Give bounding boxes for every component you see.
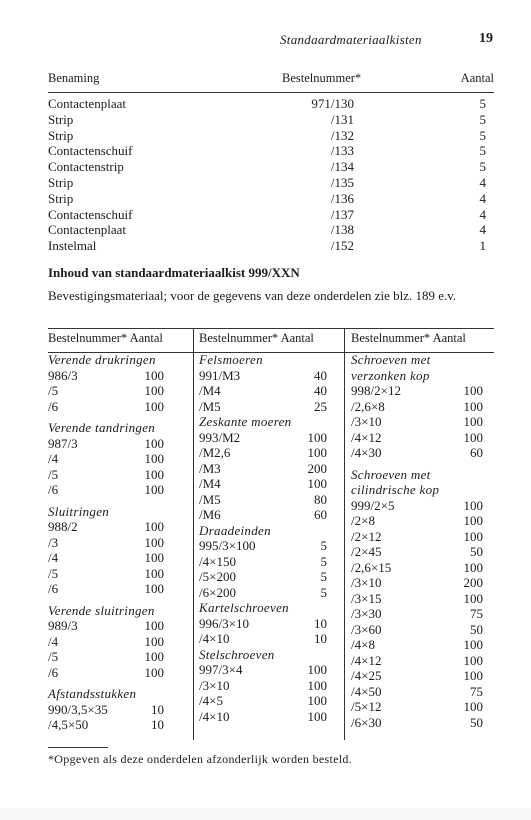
quantity: 100 [463, 652, 483, 668]
quantity: 100 [463, 590, 483, 606]
order-number: /4,5×50 [48, 717, 89, 732]
quantity: 50 [470, 714, 483, 730]
item-row [199, 492, 337, 508]
footnote-rule [48, 747, 108, 748]
item-row [48, 618, 188, 634]
item-row [199, 585, 337, 601]
order-number: /M3 [199, 460, 221, 476]
order-number: /4 [48, 550, 59, 565]
table1-row [48, 143, 494, 159]
quantity: 5 [320, 538, 327, 553]
quantity: 100 [144, 435, 164, 451]
table1-row [48, 191, 494, 207]
item-row [351, 445, 491, 461]
table1-row [48, 96, 494, 112]
order-number: /2×12 [351, 528, 382, 544]
part-name: Strip [48, 111, 74, 127]
quantity: 100 [307, 445, 327, 460]
quantity: 200 [307, 460, 327, 476]
item-row [48, 566, 188, 582]
order-number: /M6 [199, 507, 221, 522]
order-number: /5 [48, 565, 59, 581]
item-row [48, 436, 188, 452]
item-row [199, 554, 337, 570]
quantity: 100 [463, 668, 483, 683]
quantity: 1 [479, 238, 486, 254]
order-number: /5 [48, 466, 59, 482]
order-number: /4×10 [199, 708, 230, 724]
item-row [351, 430, 491, 446]
item-row [351, 699, 491, 715]
quantity: 100 [463, 497, 483, 513]
item-row [351, 715, 491, 731]
quantity: 4 [479, 190, 486, 206]
part-name: Contactenplaat [48, 96, 126, 111]
order-number: /6 [48, 398, 59, 414]
part-name: Contactenplaat [48, 222, 126, 238]
item-row [48, 649, 188, 665]
order-number: /3×10 [351, 414, 382, 429]
item-row [199, 445, 337, 461]
item-row [199, 616, 337, 632]
order-number: /4 [48, 633, 59, 649]
part-name: Contactenschuif [48, 143, 133, 159]
order-number: /5 [48, 383, 59, 398]
order-number: /132 [330, 127, 354, 143]
order-number: 999/2×5 [351, 497, 395, 513]
order-number: /4 [48, 451, 59, 466]
part-name: Strip [48, 174, 74, 190]
group-title: Kartelschroeven [199, 600, 289, 615]
column-divider [344, 329, 345, 740]
quantity: 100 [144, 383, 164, 398]
item-row [351, 653, 491, 669]
item-row [199, 631, 337, 647]
table1-row [48, 112, 494, 128]
item-row [48, 451, 188, 467]
order-number: /6 [48, 482, 59, 497]
quantity: 75 [470, 683, 483, 699]
quantity: 100 [307, 693, 327, 708]
order-number: /135 [330, 174, 354, 190]
quantity: 10 [314, 615, 327, 631]
order-number: /M4 [199, 383, 221, 398]
item-row [351, 606, 491, 622]
quantity: 100 [307, 429, 327, 445]
group-title: Verende tandringen [48, 420, 156, 435]
table2-rule-top [48, 328, 494, 329]
item-row [351, 560, 491, 576]
order-number: 990/3,5×35 [48, 701, 108, 717]
group-title: cilindrische kop [351, 482, 440, 497]
order-number: /4×150 [199, 553, 236, 569]
order-number: /4×10 [199, 631, 230, 646]
quantity: 200 [463, 575, 483, 590]
item-row [351, 668, 491, 684]
quantity: 5 [479, 143, 486, 159]
order-number: 986/3 [48, 367, 78, 383]
group-title: Verende sluitringen [48, 602, 155, 618]
item-row [351, 637, 491, 653]
order-number: /5×12 [351, 699, 382, 714]
group-title: Zeskante moeren [199, 414, 292, 429]
item-row [199, 569, 337, 585]
quantity: 60 [470, 445, 483, 460]
item-row [199, 399, 337, 415]
item-row [48, 482, 188, 498]
part-name: Strip [48, 190, 74, 206]
quantity: 60 [314, 507, 327, 522]
item-row [48, 550, 188, 566]
item-row [199, 476, 337, 492]
order-number: 993/M2 [199, 429, 241, 445]
page-number: 19 [479, 31, 493, 46]
table2-col-header-3: Bestelnummer* Aantal [351, 331, 466, 345]
quantity: 100 [463, 429, 483, 445]
group-title: Afstandsstukken [48, 686, 137, 701]
quantity: 5 [320, 569, 327, 584]
quantity: 5 [479, 159, 486, 175]
quantity: 100 [144, 466, 164, 482]
quantity: 10 [314, 631, 327, 646]
section-intro: Bevestigingsmateriaal; voor de gegevens van deze onderdelen zie blz. 189 e.v. [48, 288, 457, 303]
item-row [351, 513, 491, 529]
table2-col-header-2: Bestelnummer* Aantal [199, 331, 314, 345]
table1-row [48, 175, 494, 191]
item-row [199, 709, 337, 725]
section-heading: Inhoud van standaardmateriaalkist 999/XXN [48, 265, 300, 280]
quantity: 5 [479, 96, 486, 111]
table2-column-1 [48, 352, 188, 733]
footnote: *Opgeven als deze onderdelen afzonderlijk worden besteld. [48, 752, 352, 766]
quantity: 100 [144, 581, 164, 596]
part-name: Contactenschuif [48, 206, 133, 222]
order-number: /4×8 [351, 637, 375, 652]
item-row [199, 461, 337, 477]
quantity: 100 [144, 633, 164, 649]
column-divider [193, 329, 194, 740]
quantity: 75 [470, 606, 483, 621]
order-number: /M5 [199, 491, 221, 507]
quantity: 100 [144, 451, 164, 466]
quantity: 100 [144, 664, 164, 680]
quantity: 40 [314, 383, 327, 398]
item-row [48, 717, 188, 733]
quantity: 10 [151, 701, 164, 717]
quantity: 4 [479, 222, 486, 238]
order-number: /3×60 [351, 621, 382, 637]
item-row [199, 383, 337, 399]
order-number: /4×12 [351, 429, 382, 445]
item-row [351, 498, 491, 514]
quantity: 5 [320, 553, 327, 569]
order-number: /4×50 [351, 683, 382, 699]
quantity: 100 [144, 649, 164, 664]
group-title: Schroeven met [351, 466, 431, 482]
item-row [199, 430, 337, 446]
item-row [351, 399, 491, 415]
table1-col-name: Benaming [48, 71, 100, 85]
item-row [48, 467, 188, 483]
quantity: 100 [463, 414, 483, 429]
order-number: /M2,6 [199, 445, 231, 460]
item-row [351, 622, 491, 638]
quantity: 50 [470, 544, 483, 559]
item-row [199, 538, 337, 554]
quantity: 4 [479, 206, 486, 222]
quantity: 100 [307, 476, 327, 491]
order-number: /4×12 [351, 652, 382, 668]
quantity: 40 [314, 367, 327, 383]
part-name: Instelmal [48, 238, 97, 254]
order-number: /6×200 [199, 584, 236, 600]
item-row [199, 507, 337, 523]
quantity: 100 [144, 550, 164, 565]
order-number: /131 [330, 111, 354, 127]
item-row [351, 383, 491, 399]
item-row [48, 702, 188, 718]
order-number: /2×45 [351, 544, 382, 559]
group-title: Sluitringen [48, 503, 110, 519]
item-row [48, 383, 188, 399]
part-name: Contactenstrip [48, 159, 124, 175]
quantity: 100 [144, 534, 164, 550]
item-row [199, 368, 337, 384]
order-number: 995/3×100 [199, 538, 256, 553]
order-number: /4×25 [351, 668, 382, 683]
order-number: /5 [48, 649, 59, 664]
quantity: 100 [463, 398, 483, 414]
order-number: /137 [330, 206, 354, 222]
order-number: /138 [330, 222, 354, 238]
table1-body [48, 96, 494, 254]
order-number: /2,6×15 [351, 559, 392, 575]
quantity: 100 [463, 637, 483, 652]
order-number: /3×15 [351, 590, 382, 606]
quantity: 100 [144, 519, 164, 534]
table1-row [48, 222, 494, 238]
quantity: 100 [144, 482, 164, 497]
quantity: 100 [144, 367, 164, 383]
group-title: Stelschroeven [199, 646, 275, 662]
order-number: /6 [48, 664, 59, 680]
order-number: /6 [48, 581, 59, 596]
quantity: 100 [463, 513, 483, 528]
item-row [351, 591, 491, 607]
quantity: 100 [463, 699, 483, 714]
order-number: /152 [330, 238, 354, 254]
table1-header [48, 71, 494, 89]
group-title: Schroeven met [351, 352, 431, 367]
quantity: 100 [307, 708, 327, 724]
order-number: /2×8 [351, 513, 375, 528]
quantity: 100 [463, 559, 483, 575]
item-row [199, 662, 337, 678]
quantity: 100 [144, 618, 164, 633]
item-row [351, 684, 491, 700]
group-title: Draadeinden [199, 522, 271, 538]
table1-row [48, 128, 494, 144]
quantity: 5 [479, 127, 486, 143]
order-number: /134 [330, 159, 354, 175]
item-row [199, 678, 337, 694]
quantity: 5 [479, 111, 486, 127]
table2-col-header-1: Bestelnummer* Aantal [48, 331, 163, 345]
quantity: 100 [307, 677, 327, 693]
quantity: 100 [463, 383, 483, 398]
order-number: /3×10 [351, 575, 382, 590]
order-number: /3×30 [351, 606, 382, 621]
order-number: 987/3 [48, 435, 78, 451]
running-header: Standaardmateriaalkisten [280, 32, 422, 47]
quantity: 25 [314, 398, 327, 414]
group-title: Felsmoeren [199, 352, 263, 367]
table1-col-number: Bestelnummer* [282, 71, 362, 85]
item-row [48, 399, 188, 415]
item-row [48, 665, 188, 681]
order-number: 989/3 [48, 618, 78, 633]
item-row [48, 581, 188, 597]
quantity: 80 [314, 491, 327, 507]
item-row [48, 368, 188, 384]
quantity: 5 [320, 584, 327, 600]
item-row [199, 693, 337, 709]
table1-row [48, 159, 494, 175]
table2-column-3 [351, 352, 491, 730]
quantity: 50 [470, 621, 483, 637]
quantity: 100 [144, 565, 164, 581]
quantity: 4 [479, 174, 486, 190]
quantity: 100 [463, 528, 483, 544]
quantity: 10 [151, 717, 164, 732]
part-name: Strip [48, 127, 74, 143]
item-row [48, 535, 188, 551]
order-number: /M5 [199, 398, 221, 414]
table1-rule [48, 92, 494, 93]
order-number: /3 [48, 534, 59, 550]
order-number: 988/2 [48, 519, 78, 534]
order-number: 971/130 [311, 96, 354, 111]
order-number: /4×30 [351, 445, 382, 460]
item-row [48, 634, 188, 650]
quantity: 100 [144, 398, 164, 414]
order-number: /6×30 [351, 714, 382, 730]
order-number: /4×5 [199, 693, 223, 708]
group-title: Verende drukringen [48, 352, 156, 367]
order-number: /M4 [199, 476, 221, 491]
table1-col-qty: Aantal [460, 71, 494, 85]
order-number: /133 [330, 143, 354, 159]
group-title: verzonken kop [351, 367, 430, 383]
order-number: 997/3×4 [199, 662, 243, 677]
order-number: /3×10 [199, 677, 230, 693]
table1-row [48, 238, 494, 254]
item-row [48, 519, 188, 535]
table2-column-2 [199, 352, 337, 724]
order-number: 998/2×12 [351, 383, 401, 398]
item-row [351, 544, 491, 560]
order-number: /2,6×8 [351, 398, 385, 414]
order-number: /5×200 [199, 569, 236, 584]
order-number: /136 [330, 190, 354, 206]
table1-row [48, 207, 494, 223]
item-row [351, 529, 491, 545]
order-number: 996/3×10 [199, 615, 249, 631]
item-row [351, 414, 491, 430]
quantity: 100 [307, 662, 327, 677]
item-row [351, 575, 491, 591]
order-number: 991/M3 [199, 367, 241, 383]
